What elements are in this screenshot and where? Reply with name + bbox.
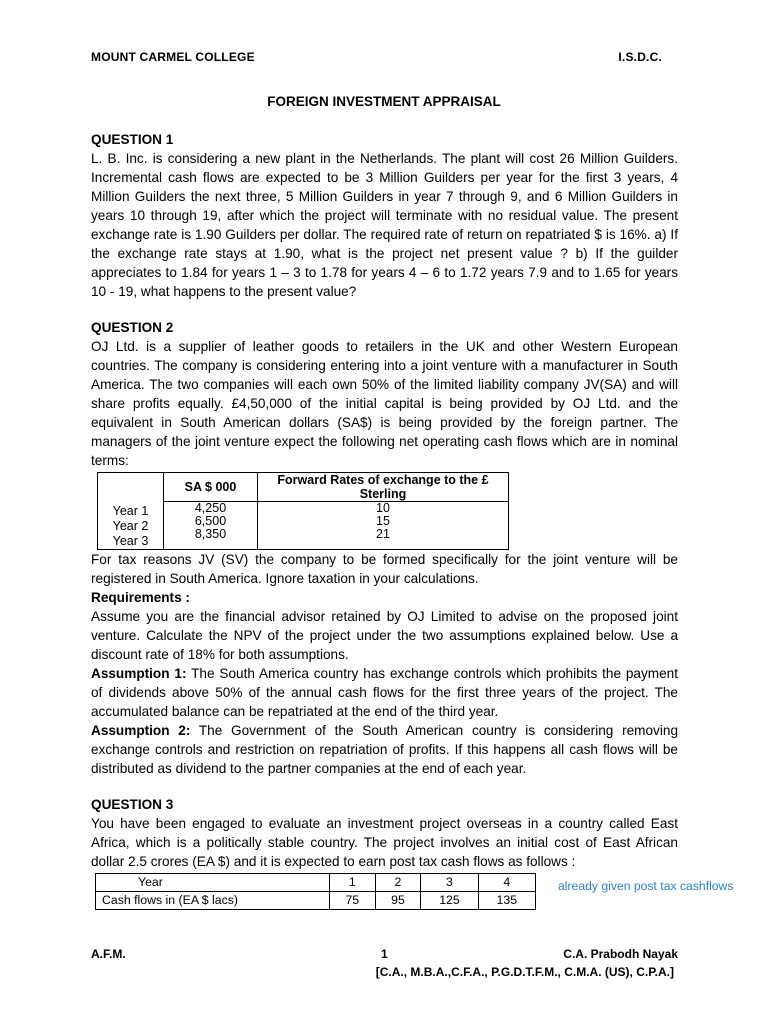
cashflow-row-label: Cash flows in (EA $ lacs) [96, 892, 330, 910]
question-1-heading: QUESTION 1 [91, 132, 174, 147]
year-cell: 4 [478, 874, 535, 892]
footer-qualifications: [C.A., M.B.A.,C.F.A., P.G.D.T.F.M., C.M.A. (US), C.P.A.] [375, 965, 674, 979]
question-3-text: You have been engaged to evaluate an investment project overseas in a country called East Africa, which is a politically stable country. The project involves an initial cost of East African dollar 2.5 crores (EA $) and it is expected to earn post tax cash flows as follows : [91, 816, 678, 869]
question-2-intro: OJ Ltd. is a supplier of leather goods to retailers in the UK and other Western European countries. The company is considering entering into a joint venture with a manufacturer in South America. The two companies will each own 50% of the limited liability company JV(SA) and will share profits equally. £4,50,000 of the initial capital is being provided by OJ Ltd. and the equivalent in South American dollars (SA$) is being provided by the foreign partner. The managers of the joint venture expect the following net operating cash flows which are in nominal terms: [91, 339, 678, 468]
rate-value: 10 [376, 501, 390, 515]
cashflow-cell: 135 [478, 892, 535, 910]
table-header-row [98, 473, 509, 502]
sa-value: 4,250 [194, 501, 227, 515]
question-1-text: L. B. Inc. is considering a new plant in the Netherlands. The plant will cost 26 Million Guilders. Incremental cash flows are expected to be 3 Million Guilders per year for the first 3 years, 4 Million Guilders the next three, 5 Million Guilders in year 7 through 9, and 6 Million Guilders in years 10 through 19, after which the project will terminate with no residual value. The present exchange rate is 1.90 Guilders per dollar. The required rate of return on repatriated $ is 16%. a) If the exchange rate stays at 1.90, what is the project net present value ? b) If the guilder appreciates to 1.84 for years 1 – 3 to 1.78 for years 4 – 6 to 1.72 years 7.9 and to 1.65 for years 10 - 19, what happens to the present value? [91, 151, 678, 299]
question-2 [91, 319, 678, 470]
rate-value: 15 [376, 514, 390, 528]
header-college: MOUNT CARMEL COLLEGE [91, 50, 255, 64]
question-1 [91, 131, 678, 301]
year-cell: 3 [421, 874, 478, 892]
tax-note: For tax reasons JV (SV) the company to be formed specifically for the joint venture will be registered in South America. Ignore taxation in your calculations. [91, 552, 678, 586]
assumption-2 [91, 721, 678, 778]
page-title: FOREIGN INVESTMENT APPRAISAL [267, 94, 501, 109]
assumption-1-label: Assumption 1: [91, 666, 187, 681]
cashflow-table-q2 [97, 472, 509, 550]
table-row [96, 874, 536, 892]
assumption-1-text: The South America country has exchange controls which prohibits the payment of dividends above 50% of the annual cash flows for the first three years of the project. The accumulated balance can be repatriated at the end of the third year. [91, 666, 679, 719]
annotation-note: already given post tax cashflows [558, 879, 734, 893]
year-cell: 1 [330, 874, 376, 892]
assumption-2-text: The Government of the South American country is considering removing exchange controls and restriction on repatriation of profits. If this happens all cash flows will be distributed as dividend to the partner companies at the end of each year. [91, 723, 678, 776]
table-col-rates: Forward Rates of exchange to the £ Sterling [258, 473, 509, 502]
rate-values-cell [258, 502, 509, 550]
year-cell: 2 [375, 874, 421, 892]
cashflow-cell: 75 [330, 892, 376, 910]
footer-page-number: 1 [381, 947, 388, 961]
assumption-2-label: Assumption 2: [91, 723, 191, 738]
question-2-heading: QUESTION 2 [91, 320, 174, 335]
header-dept: I.S.D.C. [618, 50, 662, 64]
sa-value: 8,350 [194, 527, 227, 541]
sa-value: 6,500 [194, 514, 227, 528]
question-2-continued [91, 550, 678, 778]
cashflow-cell: 125 [421, 892, 478, 910]
year-label: Year 2 [112, 518, 149, 533]
table-row [96, 892, 536, 910]
footer-course: A.F.M. [91, 947, 126, 961]
assumption-1 [91, 664, 678, 721]
year-row-label: Year [96, 874, 330, 892]
year-label: Year 1 [112, 503, 149, 518]
table-row [98, 502, 509, 550]
cashflow-cell: 95 [375, 892, 421, 910]
footer-author: C.A. Prabodh Nayak [563, 947, 678, 961]
table-col-sa: SA $ 000 [164, 473, 258, 502]
rate-value: 21 [376, 527, 390, 541]
requirements-text: Assume you are the financial advisor retained by OJ Limited to advise on the proposed joint venture. Calculate the NPV of the project under the two assumptions explained below. Use a discount rate of 18% for both assumptions. [91, 609, 678, 662]
question-3 [91, 796, 678, 871]
year-label: Year 3 [112, 533, 149, 548]
question-3-heading: QUESTION 3 [91, 797, 174, 812]
requirements-heading: Requirements : [91, 590, 190, 605]
cashflow-table-q3 [95, 873, 536, 910]
sa-values-cell [164, 502, 258, 550]
table-corner-cell [98, 473, 164, 502]
year-labels-cell [98, 502, 164, 550]
